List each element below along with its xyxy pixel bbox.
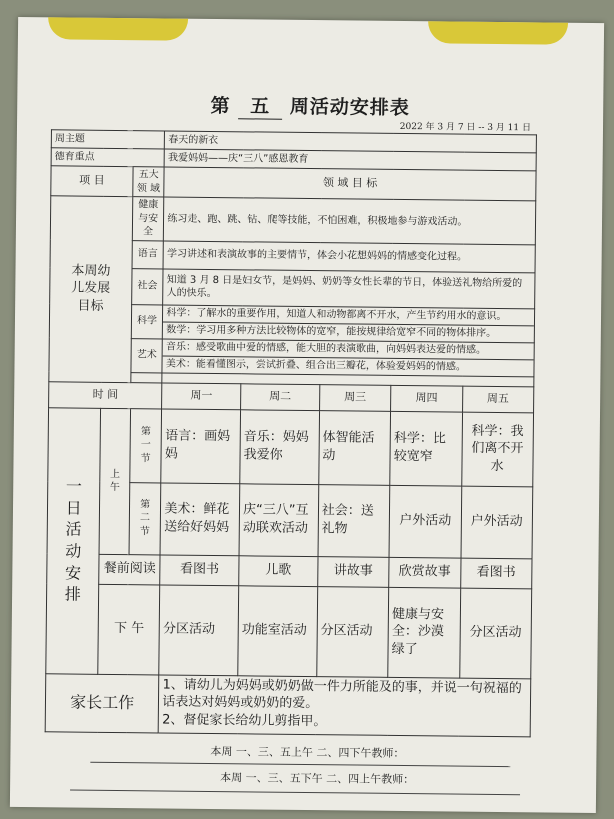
schedule-sheet (10, 17, 604, 813)
parents-content (159, 674, 531, 736)
goal-language: 学习讲述和表演故事的主要情节，体会小花想妈妈的情感变化过程。 (163, 240, 535, 272)
day-wed: 周三 (319, 384, 391, 411)
goal-row (50, 196, 535, 245)
period-1-row (48, 407, 534, 486)
header-domains: 五大 领 域 (133, 167, 165, 197)
parents-label: 家长工作 (45, 673, 159, 732)
afternoon-row (46, 583, 532, 678)
tape-right (428, 21, 568, 44)
domain-health: 健康与安全 (132, 197, 164, 241)
p1-fri: 科学：我们离不开水 (461, 412, 533, 487)
pm-fri: 分区活动 (459, 588, 531, 679)
domain-art: 艺术 (131, 338, 163, 372)
reading-tue: 儿歌 (239, 555, 318, 586)
moral-label: 德育重点 (51, 148, 165, 167)
afternoon-label: 下 午 (98, 584, 160, 675)
week-number: 五 (238, 91, 282, 119)
day-thu: 周四 (391, 385, 463, 412)
p2-tue: 庆“三八”互动联欢活动 (239, 483, 318, 556)
header-goals: 领 域 目 标 (164, 167, 536, 201)
p2-thu: 户外活动 (389, 485, 461, 558)
day-fri: 周五 (462, 386, 534, 413)
parents-item-1: 1、请幼儿为妈妈或奶奶做一件力所能及的事，并说一句祝福的话表达对妈妈或奶奶的爱。 (162, 677, 522, 712)
time-label: 时 间 (49, 381, 163, 408)
moral-value: 我爱妈妈——庆“三八”感恩教育 (164, 149, 536, 171)
goal-social: 知道 3 月 8 日是妇女节，是妈妈、奶奶等女性长辈的节日，体验送礼物给所爱的人的快乐。 (163, 268, 535, 308)
p2-wed: 社会：送礼物 (318, 484, 390, 557)
signature-rule-1 (90, 762, 510, 767)
goal-art: 音乐：感受歌曲中爱的情感，能大胆的表演歌曲，向妈妈表达爱的情感。 美术：能看懂图示，尝试折叠、组合出三瓣花，体验爱妈妈的情感。 (162, 338, 534, 376)
daily-label: 一日活动安排 (46, 407, 101, 674)
parents-item-2: 2、督促家长给幼儿剪指甲。 (162, 712, 327, 729)
domain-language: 语言 (132, 240, 164, 268)
theme-label: 周主题 (51, 130, 165, 149)
p1-mon: 语言：画妈妈 (161, 408, 240, 483)
header-item: 项 目 (51, 166, 133, 197)
period-2-label: 第二节 (129, 482, 161, 554)
parents-row (45, 673, 531, 736)
pm-mon: 分区活动 (159, 584, 239, 675)
p2-mon: 美术：鲜花送给好妈妈 (160, 482, 239, 555)
reading-mon: 看图书 (160, 554, 239, 585)
date-range: 2022 年 3 月 7 日 -- 3 月 11 日 (399, 121, 532, 134)
reading-fri: 看图书 (460, 558, 532, 589)
reading-label: 餐前阅读 (99, 554, 160, 585)
p1-tue: 音乐：妈妈我爱你 (240, 409, 319, 484)
goal-science: 科学：了解水的重要作用，知道人和动物都离不开水，产生节约用水的意识。 数学：学习用多种方法比较物体的宽窄，能按规律给宽窄不同的物体排序。 (163, 304, 535, 342)
pm-thu: 健康与安全：沙漠绿了 (388, 587, 460, 678)
p1-thu: 科学：比较宽窄 (390, 411, 462, 486)
period-1-label: 第一节 (130, 408, 162, 482)
pm-wed: 分区活动 (317, 586, 389, 677)
tape-left (48, 17, 188, 40)
signature-line-1: 本周 一、三、五上午 二、四下午教师： (210, 745, 405, 761)
theme-value: 春天的新衣 (165, 131, 537, 153)
goal-health: 练习走、跑、跳、钻、爬等技能，不怕困难，积极地参与游戏活动。 (164, 197, 536, 244)
p2-fri: 户外活动 (461, 486, 533, 559)
schedule-table (45, 129, 537, 737)
reading-wed: 讲故事 (317, 556, 389, 587)
pm-tue: 功能室活动 (238, 585, 318, 676)
p1-wed: 体智能活动 (319, 410, 391, 485)
day-tue: 周二 (241, 383, 320, 410)
day-mon: 周一 (162, 382, 241, 409)
reading-thu: 欣赏故事 (389, 557, 461, 588)
domain-social: 社会 (131, 268, 163, 304)
page-title: 第 五 周活动安排表 (17, 89, 603, 123)
morning-label: 上午 (100, 408, 131, 554)
dev-goals-label: 本周幼儿发展目标 (49, 196, 133, 382)
signature-line-2: 本周 一、三、五下午 二、四上午教师： (220, 771, 415, 787)
domain-science: 科学 (131, 304, 163, 338)
signature-rule-2 (70, 790, 520, 796)
